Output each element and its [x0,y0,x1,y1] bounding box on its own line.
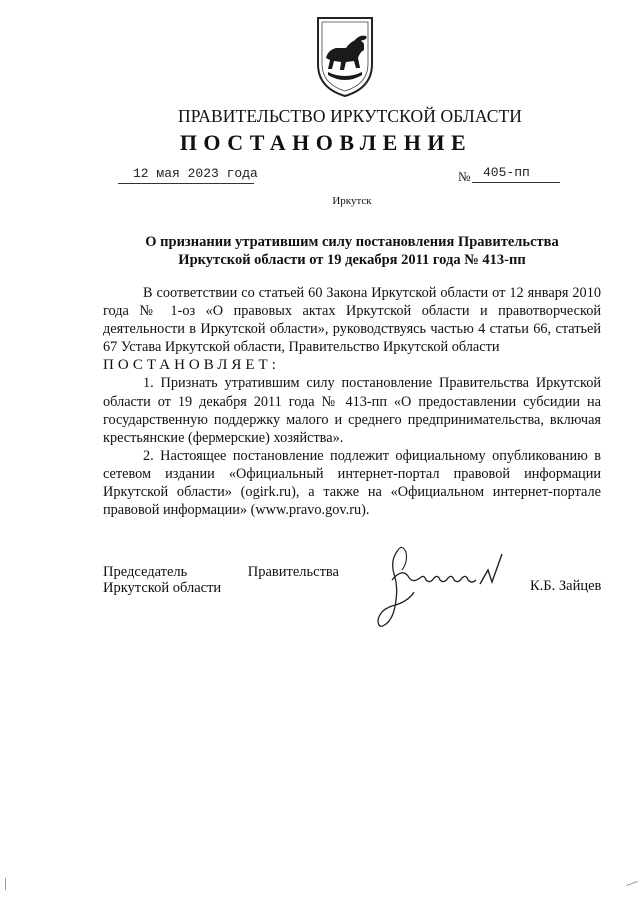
irkutsk-coat-of-arms-icon [306,14,384,98]
subject-line-1: О признании утратившим силу постановления Правительства [145,234,559,250]
position-region: Иркутской области [103,580,222,596]
government-title: ПРАВИТЕЛЬСТВО ИРКУТСКОЙ ОБЛАСТИ [177,106,523,126]
document-type-title: ПОСТАНОВЛЕНИЕ [179,130,473,155]
subject-line-2: Иркутской области от 19 декабря 2011 года № 413-пп [178,252,526,268]
preamble-paragraph: В соответствии со статьей 60 Закона Иркутской области от 12 января 2010 года № 1-оз «О правовых актах Иркутской области и правотворческой деятельности в Иркутской области», руководствуясь частью 4 статьи 66, статьей 67 Устава Иркутской области, Правительство Иркутской области [103,285,601,356]
number-sign: № [458,169,471,184]
decree-subject [103,233,601,269]
date-underline [118,183,254,184]
signatory-name: К.Б. Зайцев [530,578,602,594]
clause-1: 1. Признать утратившим силу постановление Правительства Иркутской области от 19 декабря 2011 года № 413-пп «О предоставлении субсидии на государственную поддержку малого и среднего предпринимательства, включая крестьянские (фермерские) хозяйства». [103,375,601,446]
resolves-heading: ПОСТАНОВЛЯЕТ: [103,357,280,374]
position-word-government: Правительства [247,564,339,580]
number-underline [472,182,560,183]
handwritten-signature [368,540,518,636]
city-name: Иркутск [332,195,372,207]
position-word-chairman: Председатель [103,564,188,580]
scan-corner-mark [626,881,638,886]
decree-body [103,284,601,519]
decree-number: 405-пп [483,165,530,180]
scan-margin-mark [5,878,6,890]
clause-2: 2. Настоящее постановление подлежит официальному опубликованию в сетевом издании «Официальный интернет-портал правовой информации Иркутской области» (ogirk.ru), а также на «Официальном интернет-портале правовой информации» (www.pravo.gov.ru). [103,447,601,519]
signatory-position [103,564,339,596]
decree-date: 12 мая 2023 года [133,166,258,181]
